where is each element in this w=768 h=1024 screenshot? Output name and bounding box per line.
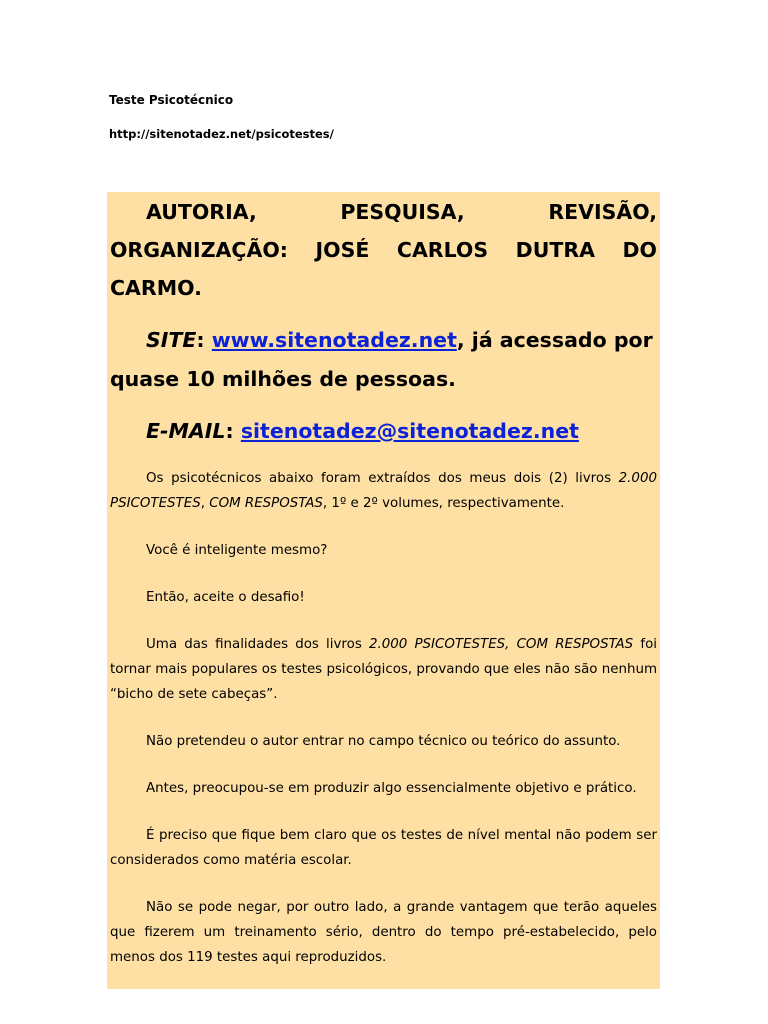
document-url: http://sitenotadez.net/psicotestes/ — [109, 127, 334, 141]
paragraph-4 — [110, 632, 657, 707]
paragraph-2-text: Você é inteligente mesmo? — [146, 543, 328, 558]
site-suffix: , já acessado por quase 10 milhões de pessoas. — [110, 328, 653, 391]
document-header — [109, 92, 669, 142]
paragraph-7 — [110, 823, 657, 873]
highlighted-content-box — [107, 192, 660, 989]
email-line — [110, 412, 657, 451]
paragraph-7-text: É preciso que fique bem claro que os testes de nível mental não podem ser considerados como matéria escolar. — [110, 828, 657, 868]
paragraph-1-text-c: , 1º e 2º volumes, respectivamente. — [322, 496, 565, 511]
paragraph-6-text: Antes, preocupou-se em produzir algo essencialmente objetivo e prático. — [146, 781, 637, 796]
paragraph-5-text: Não pretendeu o autor entrar no campo técnico ou teórico do assunto. — [146, 734, 621, 749]
paragraph-1 — [110, 466, 657, 516]
paragraph-3-text: Então, aceite o desafio! — [146, 590, 305, 605]
paragraph-1-text-b: , — [200, 496, 210, 511]
paragraph-4-text-b: foi tornar mais populares os testes psicológicos, provando que eles não são nenhum “bicho de sete cabeças”. — [110, 637, 657, 702]
paragraph-4-text-a: Uma das finalidades dos livros — [146, 637, 369, 652]
paragraph-8 — [110, 895, 657, 970]
paragraph-2 — [110, 538, 657, 563]
email-label: E-MAIL — [146, 419, 226, 443]
document-title: Teste Psicotécnico — [109, 93, 234, 107]
paragraph-4-book-title: 2.000 PSICOTESTES, COM RESPOSTAS — [368, 637, 634, 652]
author-heading-text: AUTORIA, PESQUISA, REVISÃO, ORGANIZAÇÃO: JOSÉ CARLOS DUTRA DO CARMO. — [110, 200, 657, 300]
email-colon: : — [225, 419, 241, 443]
paragraph-1-text-a: Os psicotécnicos abaixo foram extraídos dos meus dois (2) livros — [146, 471, 619, 486]
site-link[interactable]: www.sitenotadez.net — [211, 328, 457, 352]
site-colon: : — [196, 328, 212, 352]
email-link[interactable]: sitenotadez@sitenotadez.net — [240, 419, 579, 443]
site-line — [110, 321, 657, 399]
author-heading — [110, 192, 657, 307]
paragraph-1-book-title: 2.000 PSICOTESTES — [110, 471, 657, 511]
paragraph-5 — [110, 729, 657, 754]
paragraph-8-text: Não se pode negar, por outro lado, a grande vantagem que terão aqueles que fizerem um treinamento sério, dentro do tempo pré-estabelecido, pelo menos dos 119 testes aqui reproduzidos. — [110, 900, 657, 965]
paragraph-1-book-subtitle: COM RESPOSTAS — [209, 496, 323, 511]
site-label: SITE — [146, 328, 197, 352]
paragraph-3 — [110, 585, 657, 610]
paragraph-6 — [110, 776, 657, 801]
